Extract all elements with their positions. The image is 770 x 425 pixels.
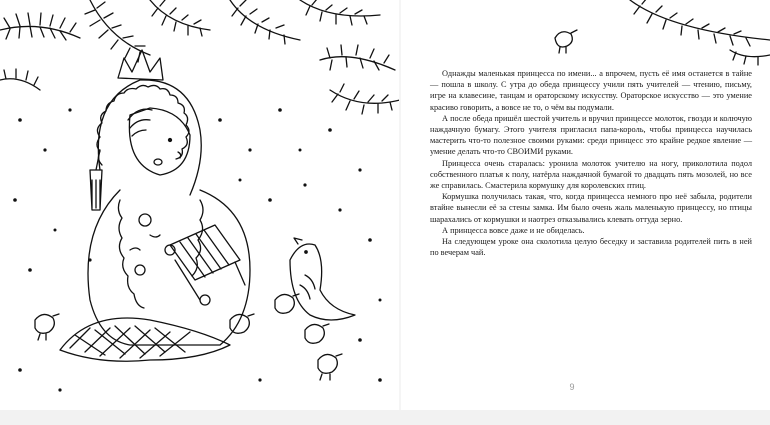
paragraph: На следующем уроке она сколотила целую беседку и заставила родителей пить в ней по вечерам чай. — [430, 237, 752, 258]
story-text — [430, 68, 752, 258]
spruce-branches-left — [0, 0, 400, 114]
crown — [118, 50, 163, 80]
dress-train — [60, 318, 230, 361]
tassel — [90, 150, 102, 210]
cloak — [88, 190, 250, 345]
page-bottom-edge — [0, 410, 770, 425]
paragraph: Принцесса очень старалась: уронила молоток учителю на ногу, приколотила подол собственного платья к полу, натёрла наждачной бумагой то двадцать пять мозолей, но все же справилась. Смастерила кормушку для королевских птиц. — [430, 158, 752, 191]
bird-feeder — [170, 225, 245, 300]
dove — [290, 238, 355, 320]
paragraph: А после обеда пришёл шестой учитель и вручил принцессе молоток, гвозди и колючую наждачную бумагу. Этого учителя пригласил папа-король, чтобы принцесса научилась мастерить что-то полезное своими руками: среди принцесс это крайне редкое явление — умение делать что-то СВОИМИ руками. — [430, 113, 752, 157]
page-decoration — [400, 0, 770, 70]
paragraph: Однажды маленькая принцесса по имени... а впрочем, пусть её имя останется в тайне — пошла в школу. С утра до обеда принцессу учили пять учителей — чтению, письму, игре на клавесине, танцам и ораторскому искусству. Ораторское искусство — это умение красиво говорить, а вовсе не то, о чём вы подумали. — [430, 69, 752, 112]
paragraph: Кормушка получилась такая, что, когда принцесса немного про неё забыла, родители втайне вынесли её за стены замка. Им было очень жаль маленькую принцессу, но птицы шарахались от кормушки и наотрез отказывались клевать оттуда зерно. — [430, 192, 752, 224]
paragraph: А принцесса вовсе даже и не обиделась. — [442, 225, 585, 235]
page-number: 9 — [569, 382, 575, 392]
text-page — [400, 0, 770, 410]
snowflakes — [13, 108, 382, 391]
bird-top-icon — [555, 32, 572, 47]
